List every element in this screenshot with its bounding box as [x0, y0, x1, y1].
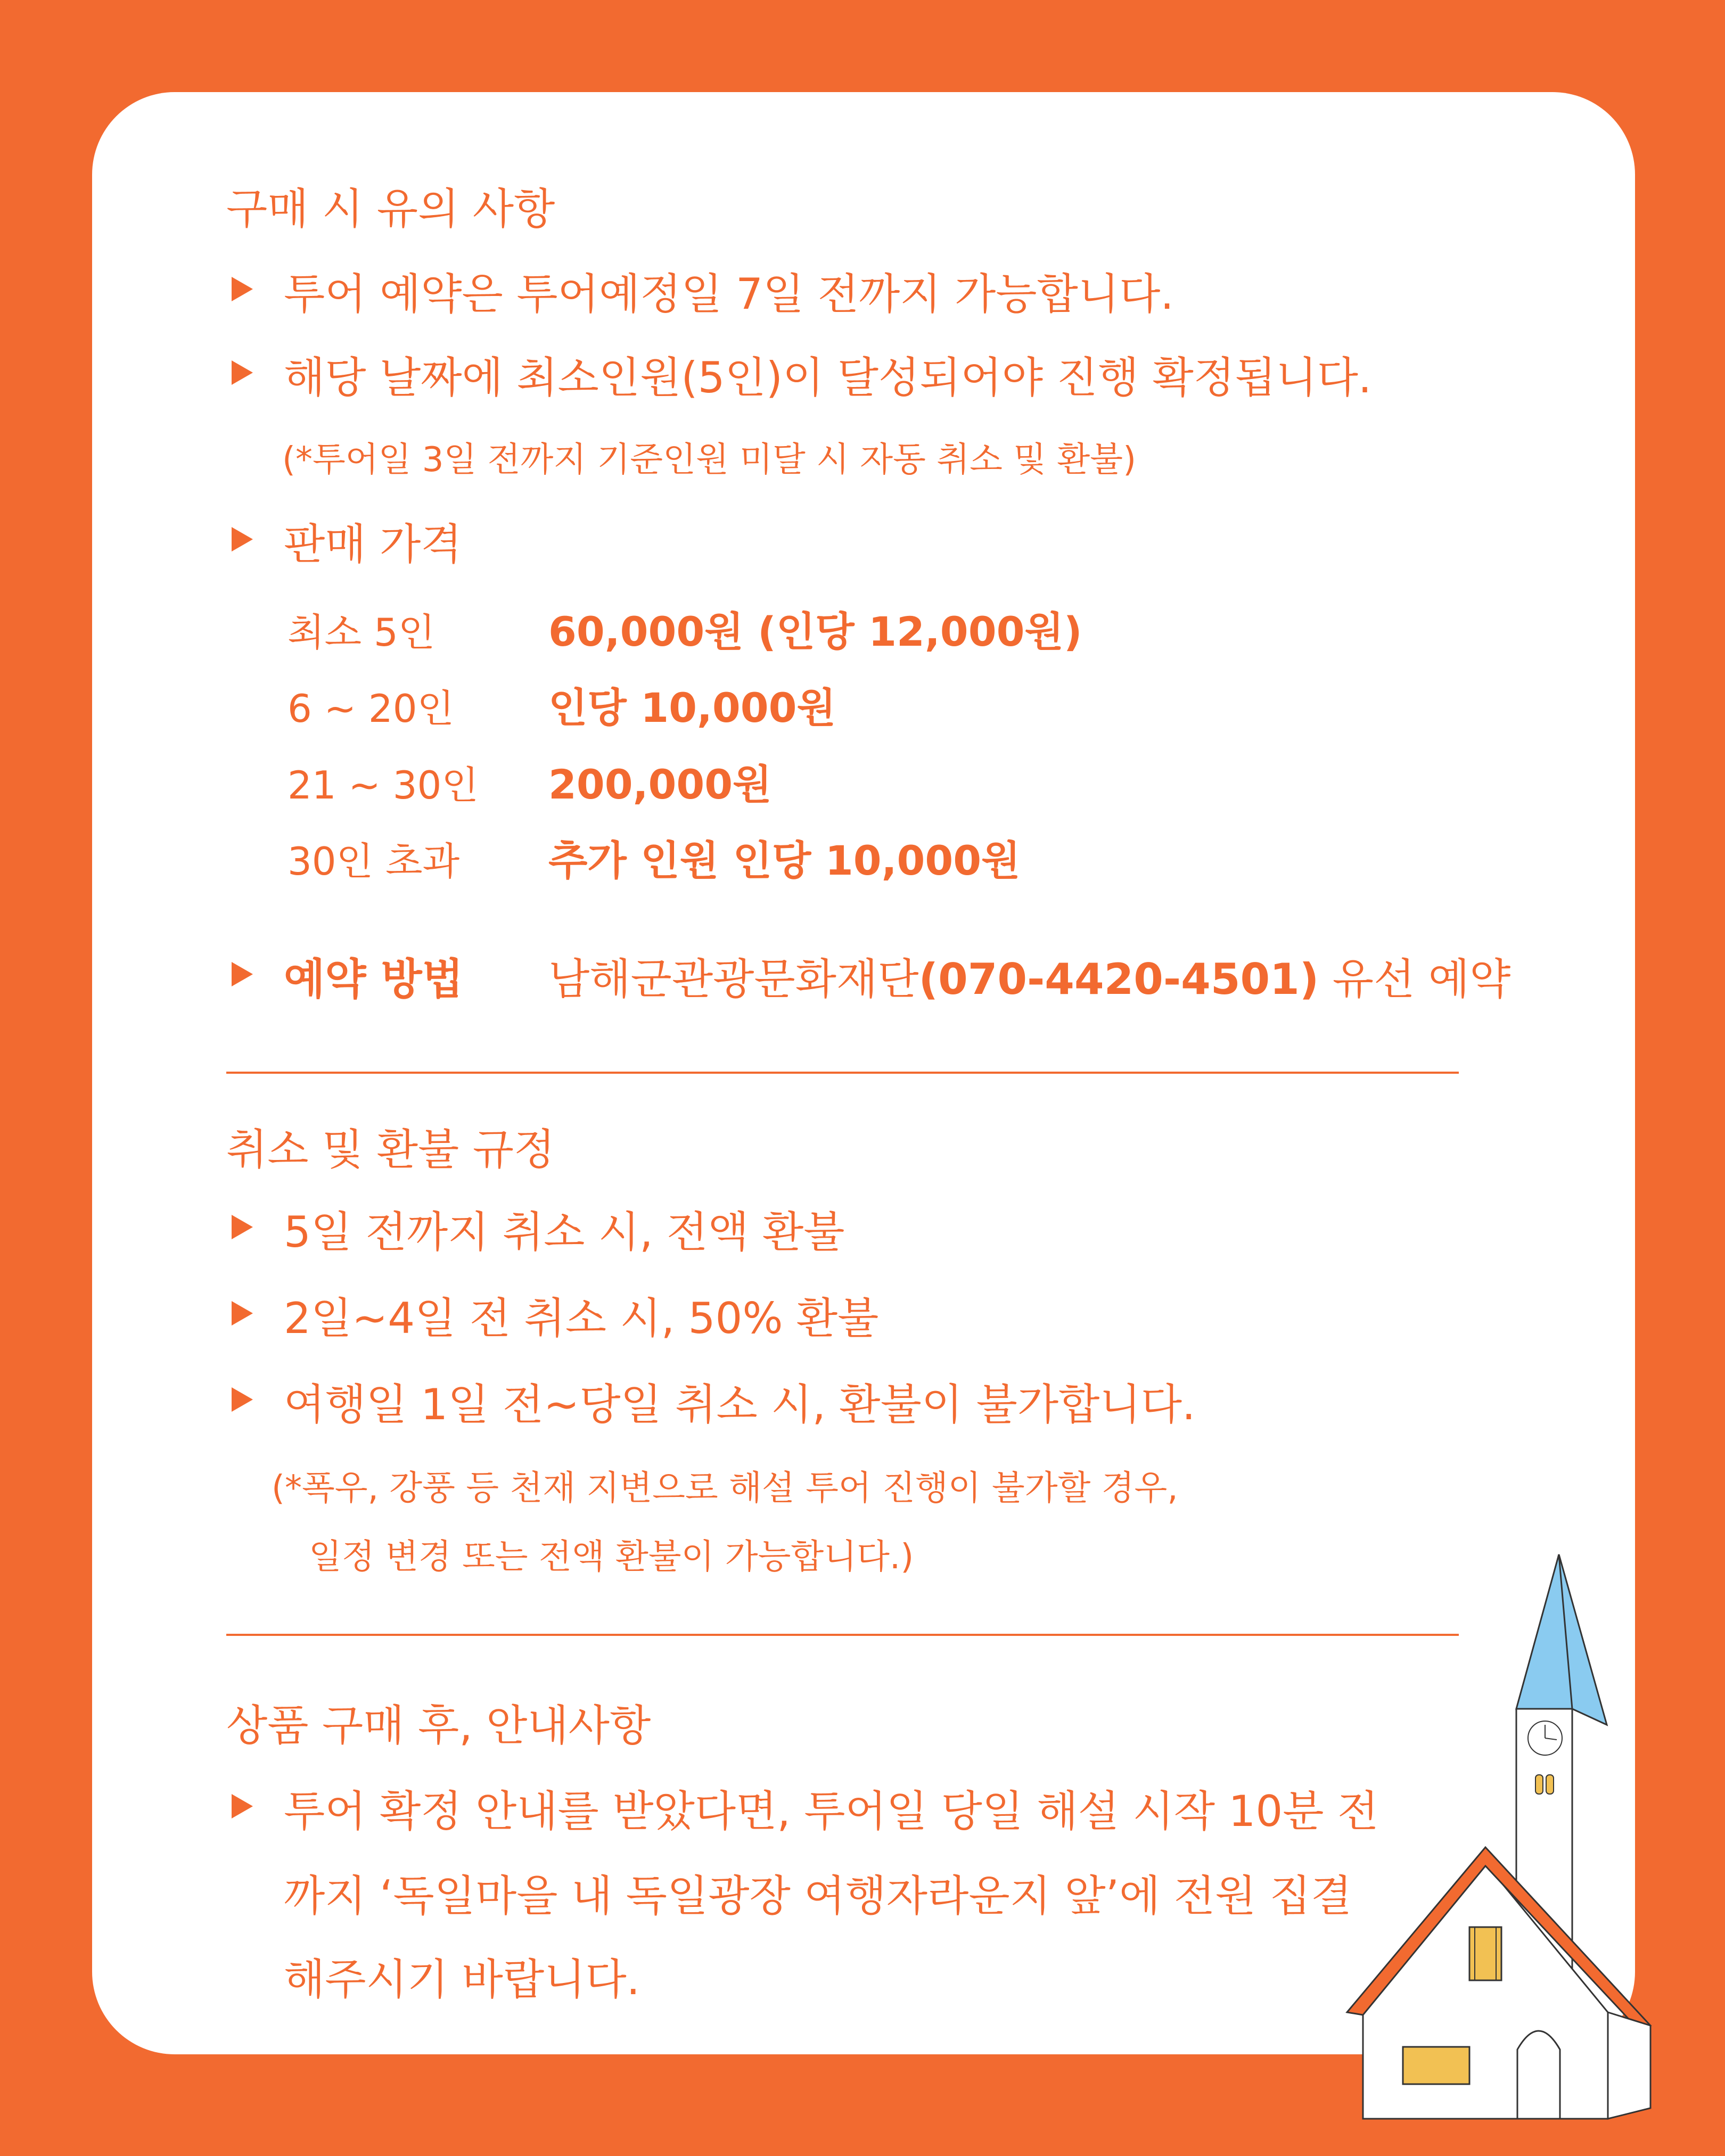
reservation-org: 남해군관광문화재단 [548, 954, 919, 1004]
price-tier-label: 6 ~ 20인 [288, 686, 455, 731]
reservation-label: 예약 방법 [284, 954, 463, 1004]
refund-footnote-line: (*폭우, 강풍 등 천재 지변으로 해설 투어 진행이 불가할 경우, [272, 1469, 1178, 1508]
section-title-purchase-notes: 구매 시 유의 사항 [226, 184, 555, 234]
price-tier-value: 추가 인원 인당 10,000원 [548, 837, 1021, 884]
bullet-arrow-icon [232, 1387, 253, 1412]
after-purchase-line: 까지 ‘독일마을 내 독일광장 여행자라운지 앞’에 전원 집결 [284, 1871, 1352, 1921]
refund-rule-item: 2일~4일 전 취소 시, 50% 환불 [284, 1294, 879, 1343]
section-divider [226, 1634, 1459, 1636]
price-tier-value: 인당 10,000원 [548, 684, 836, 731]
purchase-note-item: 투어 예약은 투어예정일 7일 전까지 가능합니다. [284, 269, 1174, 319]
bullet-arrow-icon [232, 1301, 253, 1326]
bullet-arrow-icon [232, 962, 253, 986]
price-heading: 판매 가격 [284, 520, 462, 569]
reservation-suffix: 유선 예약 [1319, 954, 1511, 1004]
price-tier-value: 200,000원 [548, 761, 772, 808]
bullet-arrow-icon [232, 527, 253, 552]
purchase-note-item: 해당 날짜에 최소인원(5인)이 달성되어야 진행 확정됩니다. [284, 353, 1372, 402]
price-tier-value: 60,000원 (인당 12,000원) [548, 608, 1082, 655]
section-title-refund: 취소 및 환불 규정 [226, 1125, 555, 1174]
reservation-info [548, 945, 1510, 1006]
section-title-after-purchase: 상품 구매 후, 안내사항 [226, 1701, 651, 1750]
refund-footnote-line: 일정 변경 또는 전액 환불이 가능합니다.) [309, 1537, 914, 1577]
purchase-note-footnote: (*투어일 3일 전까지 기준인원 미달 시 자동 취소 및 환불) [282, 440, 1137, 480]
section-divider [226, 1072, 1459, 1074]
refund-rule-item: 5일 전까지 취소 시, 전액 환불 [284, 1207, 845, 1257]
price-tier-label: 최소 5인 [288, 610, 436, 655]
bullet-arrow-icon [232, 1215, 253, 1239]
bullet-arrow-icon [232, 360, 253, 385]
bullet-arrow-icon [232, 1794, 253, 1818]
bullet-arrow-icon [232, 277, 253, 301]
reservation-phone: (070-4420-4501) [918, 954, 1319, 1004]
after-purchase-line: 투어 확정 안내를 받았다면, 투어일 당일 해설 시작 10분 전 [284, 1787, 1379, 1836]
after-purchase-line: 해주시기 바랍니다. [284, 1955, 640, 2004]
refund-rule-item: 여행일 1일 전~당일 취소 시, 환불이 불가합니다. [284, 1380, 1196, 1429]
church-icon [1342, 1544, 1661, 2129]
price-tier-label: 21 ~ 30인 [288, 763, 479, 808]
price-tier-label: 30인 초과 [288, 839, 460, 884]
